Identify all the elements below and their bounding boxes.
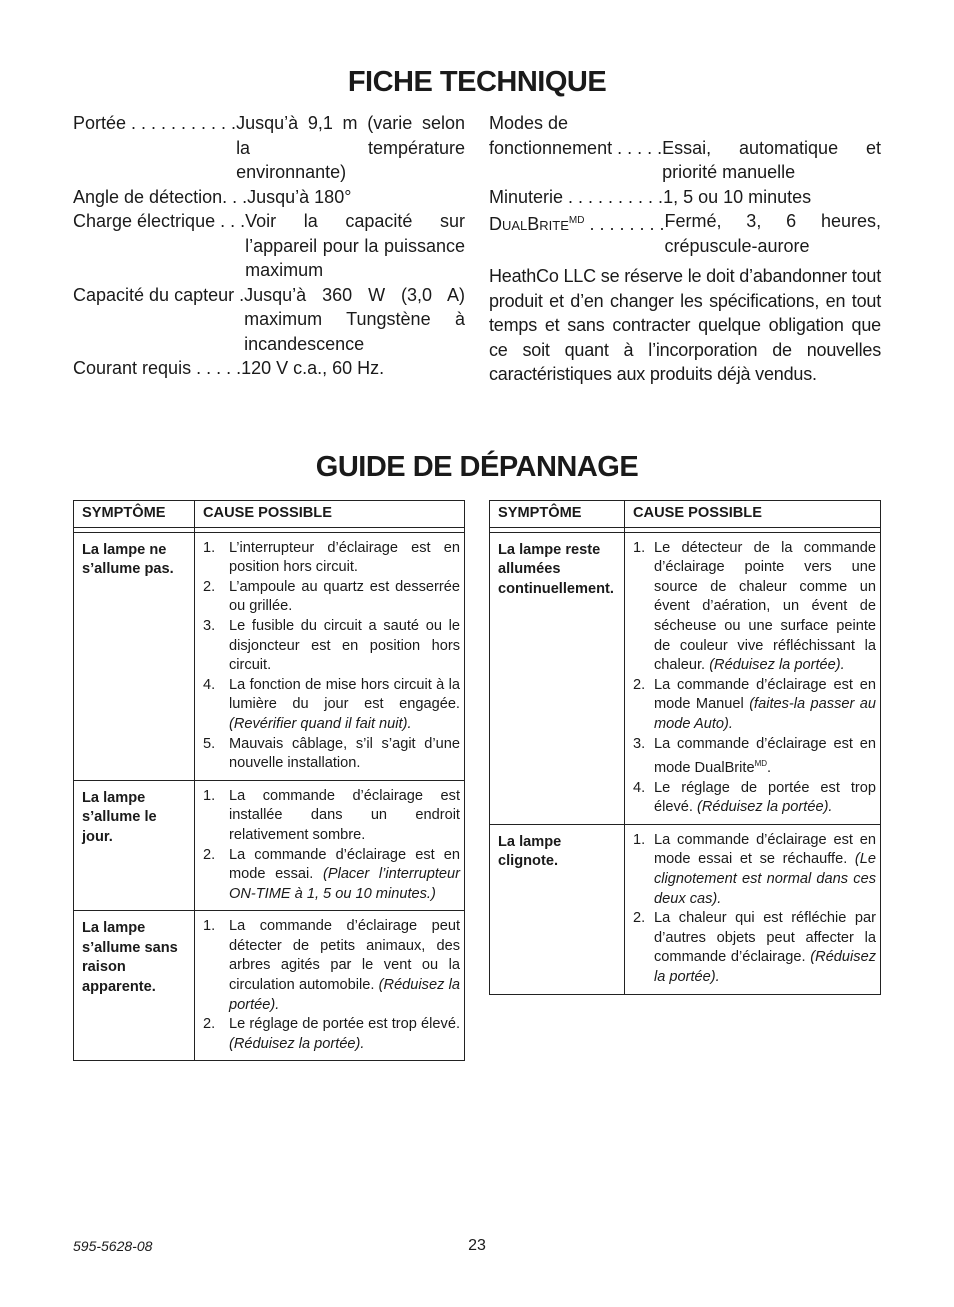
symptom-cell: La lampe reste allumées continuellement.	[490, 532, 625, 824]
cause-description: Le détecteur de la commande d’éclairage pointe vers une source de chaleur comme un évent d’aération, un évent de sécheuse ou une surface peinte de couleur vive réfléchissant la chaleur.	[654, 539, 876, 674]
cause-text	[229, 917, 460, 1015]
spec-label: Modes de	[489, 113, 569, 133]
cause-text	[229, 539, 460, 578]
header-cause: CAUSE POSSIBLE	[625, 501, 881, 528]
spec-value: Essai, automatique et priorité manuelle	[662, 137, 881, 182]
cause-number: 2.	[633, 676, 646, 693]
spec-value: Jusqu’à 360 W (3,0 A) maximum Tungstène à incandescence	[244, 284, 465, 354]
spec-label: Minuterie . . . . . . . . . .	[489, 186, 664, 207]
dot-leader: . . . . . . . .	[584, 214, 665, 234]
spec-label: Angle de détection. . .	[73, 186, 248, 207]
spec-row	[73, 356, 465, 381]
table-row	[490, 532, 881, 824]
cause-item	[203, 578, 460, 617]
cause-description: La commande d’éclairage est en mode Manuel	[654, 676, 876, 713]
disclaimer-paragraph: HeathCo LLC se réserve le doit d’abandonner tout produit et d’en changer les spécifications, en tout temps et sans contracter quelque obligation que ce soit quant à l’incorporation de nouvelles caractéristiques aux produits déjà vendus.	[489, 266, 881, 384]
spec-label: Charge électrique . . .	[73, 211, 246, 231]
spec-value: Voir la capacité sur l’appareil pour la puissance maximum	[245, 211, 465, 280]
spec-value: Fermé, 3, 6 heures, crépuscule-aurore	[664, 211, 881, 256]
specs-left	[73, 111, 465, 381]
spec-row	[73, 283, 465, 357]
cause-item	[203, 676, 460, 735]
spec-row	[489, 209, 881, 258]
cause-number: 5.	[203, 735, 216, 752]
cause-item	[203, 539, 460, 578]
part-number: 595-5628-08	[73, 1238, 153, 1254]
cause-item	[633, 909, 876, 987]
cause-description: La commande d’éclairage est en mode essai et se réchauffe.	[654, 831, 876, 868]
cause-number: 2.	[203, 1016, 216, 1033]
cause-note: (faites-la passer au mode Auto).	[654, 696, 876, 732]
cause-description: Mauvais câblage, s’il s’agit d’une nouvelle installation.	[229, 735, 460, 772]
cause-description: La commande d’éclairage est en mode essai.	[229, 846, 460, 883]
table-header-row	[490, 501, 881, 528]
spec-row	[73, 111, 465, 185]
header-symptom: SYMPTÔME	[490, 501, 625, 528]
cause-number: 1.	[633, 831, 646, 848]
causes-cell	[195, 532, 465, 780]
cause-note: (Réduisez la portée).	[654, 949, 876, 985]
cause-text	[654, 676, 876, 735]
spec-row	[73, 185, 465, 210]
symptom-cell: La lampe s’allume sans raison apparente.	[74, 911, 195, 1061]
cause-item	[633, 735, 876, 779]
cause-number: 1.	[203, 539, 216, 556]
causes-cell	[625, 824, 881, 994]
header-symptom: SYMPTÔME	[74, 501, 195, 528]
cause-text	[229, 676, 460, 735]
troubleshooting-table-right	[489, 500, 881, 995]
cause-number: 3.	[633, 735, 646, 752]
cause-text	[654, 831, 876, 909]
cause-number: 2.	[203, 578, 216, 595]
cause-note: (Réduisez la portée).	[709, 657, 845, 674]
cause-description: La chaleur qui est réfléchie par d’autres objets peut affecter la commande d’éclairage.	[654, 910, 876, 966]
spec-label: fonctionnement . . . . .	[489, 137, 663, 158]
trademark-sup: MD	[754, 759, 768, 769]
cause-note: (Placer l’interrupteur ON-TIME à 1, 5 ou 10 minutes.)	[229, 866, 460, 902]
cause-item	[633, 831, 876, 909]
cause-text	[229, 787, 460, 846]
cause-number: 2.	[633, 910, 646, 927]
cause-text	[229, 617, 460, 676]
cause-description: La commande d’éclairage peut détecter de petits animaux, des arbres agités par le vent ou la circulation automobile.	[229, 918, 460, 994]
spec-value: Jusqu’à 9,1 m (varie selon la température environnante)	[236, 113, 465, 182]
cause-list	[633, 539, 876, 818]
cause-list	[203, 539, 460, 774]
cause-description: L’ampoule au quartz est desserrée ou grillée.	[229, 578, 460, 615]
cause-text	[229, 735, 460, 774]
cause-text	[229, 1015, 460, 1054]
cause-description: La fonction de mise hors circuit à la lumière du jour est engagée.	[229, 676, 460, 713]
cause-item	[203, 787, 460, 846]
symptom-cell: La lampe clignote.	[490, 824, 625, 994]
spec-label	[489, 209, 664, 258]
cause-item	[633, 779, 876, 818]
spec-row	[489, 136, 881, 185]
header-cause: CAUSE POSSIBLE	[195, 501, 465, 528]
cause-description: Le fusible du circuit a sauté ou le disjoncteur est en position hors circuit.	[229, 617, 460, 674]
spec-row	[489, 185, 881, 210]
symptom-cell: La lampe ne s’allume pas.	[74, 532, 195, 780]
spec-label: Courant requis . . . . .	[73, 358, 242, 378]
spec-value: 1, 5 ou 10 minutes	[663, 186, 812, 207]
cause-note: (Revérifier quand il fait nuit).	[229, 715, 412, 732]
spec-value: Jusqu’à 180°	[247, 186, 352, 207]
cause-number: 2.	[203, 846, 216, 863]
causes-cell	[195, 780, 465, 911]
cause-description: La commande d’éclairage est en mode DualBrite	[654, 735, 876, 776]
cause-number: 4.	[633, 779, 646, 796]
cause-item	[203, 1015, 460, 1054]
spec-value: 120 V c.a., 60 Hz.	[241, 358, 385, 378]
cause-list	[203, 787, 460, 905]
cause-note: (Le clignotement est normal dans ces deux cas).	[654, 851, 876, 907]
cause-text	[654, 779, 876, 818]
cause-list	[633, 831, 876, 988]
cause-description: Le réglage de portée est trop élevé.	[654, 779, 876, 816]
cause-note: (Réduisez la portée).	[697, 799, 833, 816]
table-row	[74, 780, 465, 911]
table-row	[490, 824, 881, 994]
trademark-sup: MD	[568, 215, 585, 226]
table-header-row	[74, 501, 465, 528]
cause-text	[654, 909, 876, 987]
troubleshooting-table-left	[73, 500, 465, 1061]
table-row	[74, 532, 465, 780]
cause-text	[229, 846, 460, 905]
cause-text: La commande d’éclairage est en mode DualBrite$^{MD}$.	[654, 735, 876, 776]
spec-label: Capacité du capteur .	[73, 284, 245, 305]
cause-number: 1.	[203, 918, 216, 935]
cause-description: La commande d’éclairage est installée dans un endroit relativement sombre.	[229, 787, 460, 843]
fiche-technique-title: FICHE TECHNIQUE	[347, 66, 607, 98]
cause-number: 3.	[203, 617, 216, 634]
causes-cell	[625, 532, 881, 824]
dualbrite-name: DualBrite	[489, 214, 569, 234]
page-number: 23	[468, 1237, 486, 1254]
cause-number: 1.	[203, 787, 216, 804]
cause-text	[654, 539, 876, 676]
cause-item	[203, 617, 460, 676]
cause-note: (Réduisez la portée).	[229, 977, 460, 1013]
cause-description: Le réglage de portée est trop élevé.	[229, 1016, 460, 1033]
specs-right	[489, 111, 881, 258]
causes-cell	[195, 911, 465, 1061]
spec-row	[73, 209, 465, 283]
guide-depannage-title: GUIDE DE DÉPANNAGE	[315, 451, 639, 483]
cause-note: (Réduisez la portée).	[229, 1035, 365, 1052]
cause-item	[633, 539, 876, 676]
cause-item	[203, 735, 460, 774]
cause-number: 1.	[633, 539, 646, 556]
cause-description: L’interrupteur d’éclairage est en position hors circuit.	[229, 539, 460, 576]
symptom-cell: La lampe s’allume le jour.	[74, 780, 195, 911]
cause-item	[203, 917, 460, 1015]
spec-label: Portée . . . . . . . . . . .	[73, 113, 237, 133]
cause-item	[633, 676, 876, 735]
cause-list	[203, 917, 460, 1054]
cause-item	[203, 846, 460, 905]
table-row	[74, 911, 465, 1061]
cause-text	[229, 578, 460, 617]
cause-number: 4.	[203, 676, 216, 693]
